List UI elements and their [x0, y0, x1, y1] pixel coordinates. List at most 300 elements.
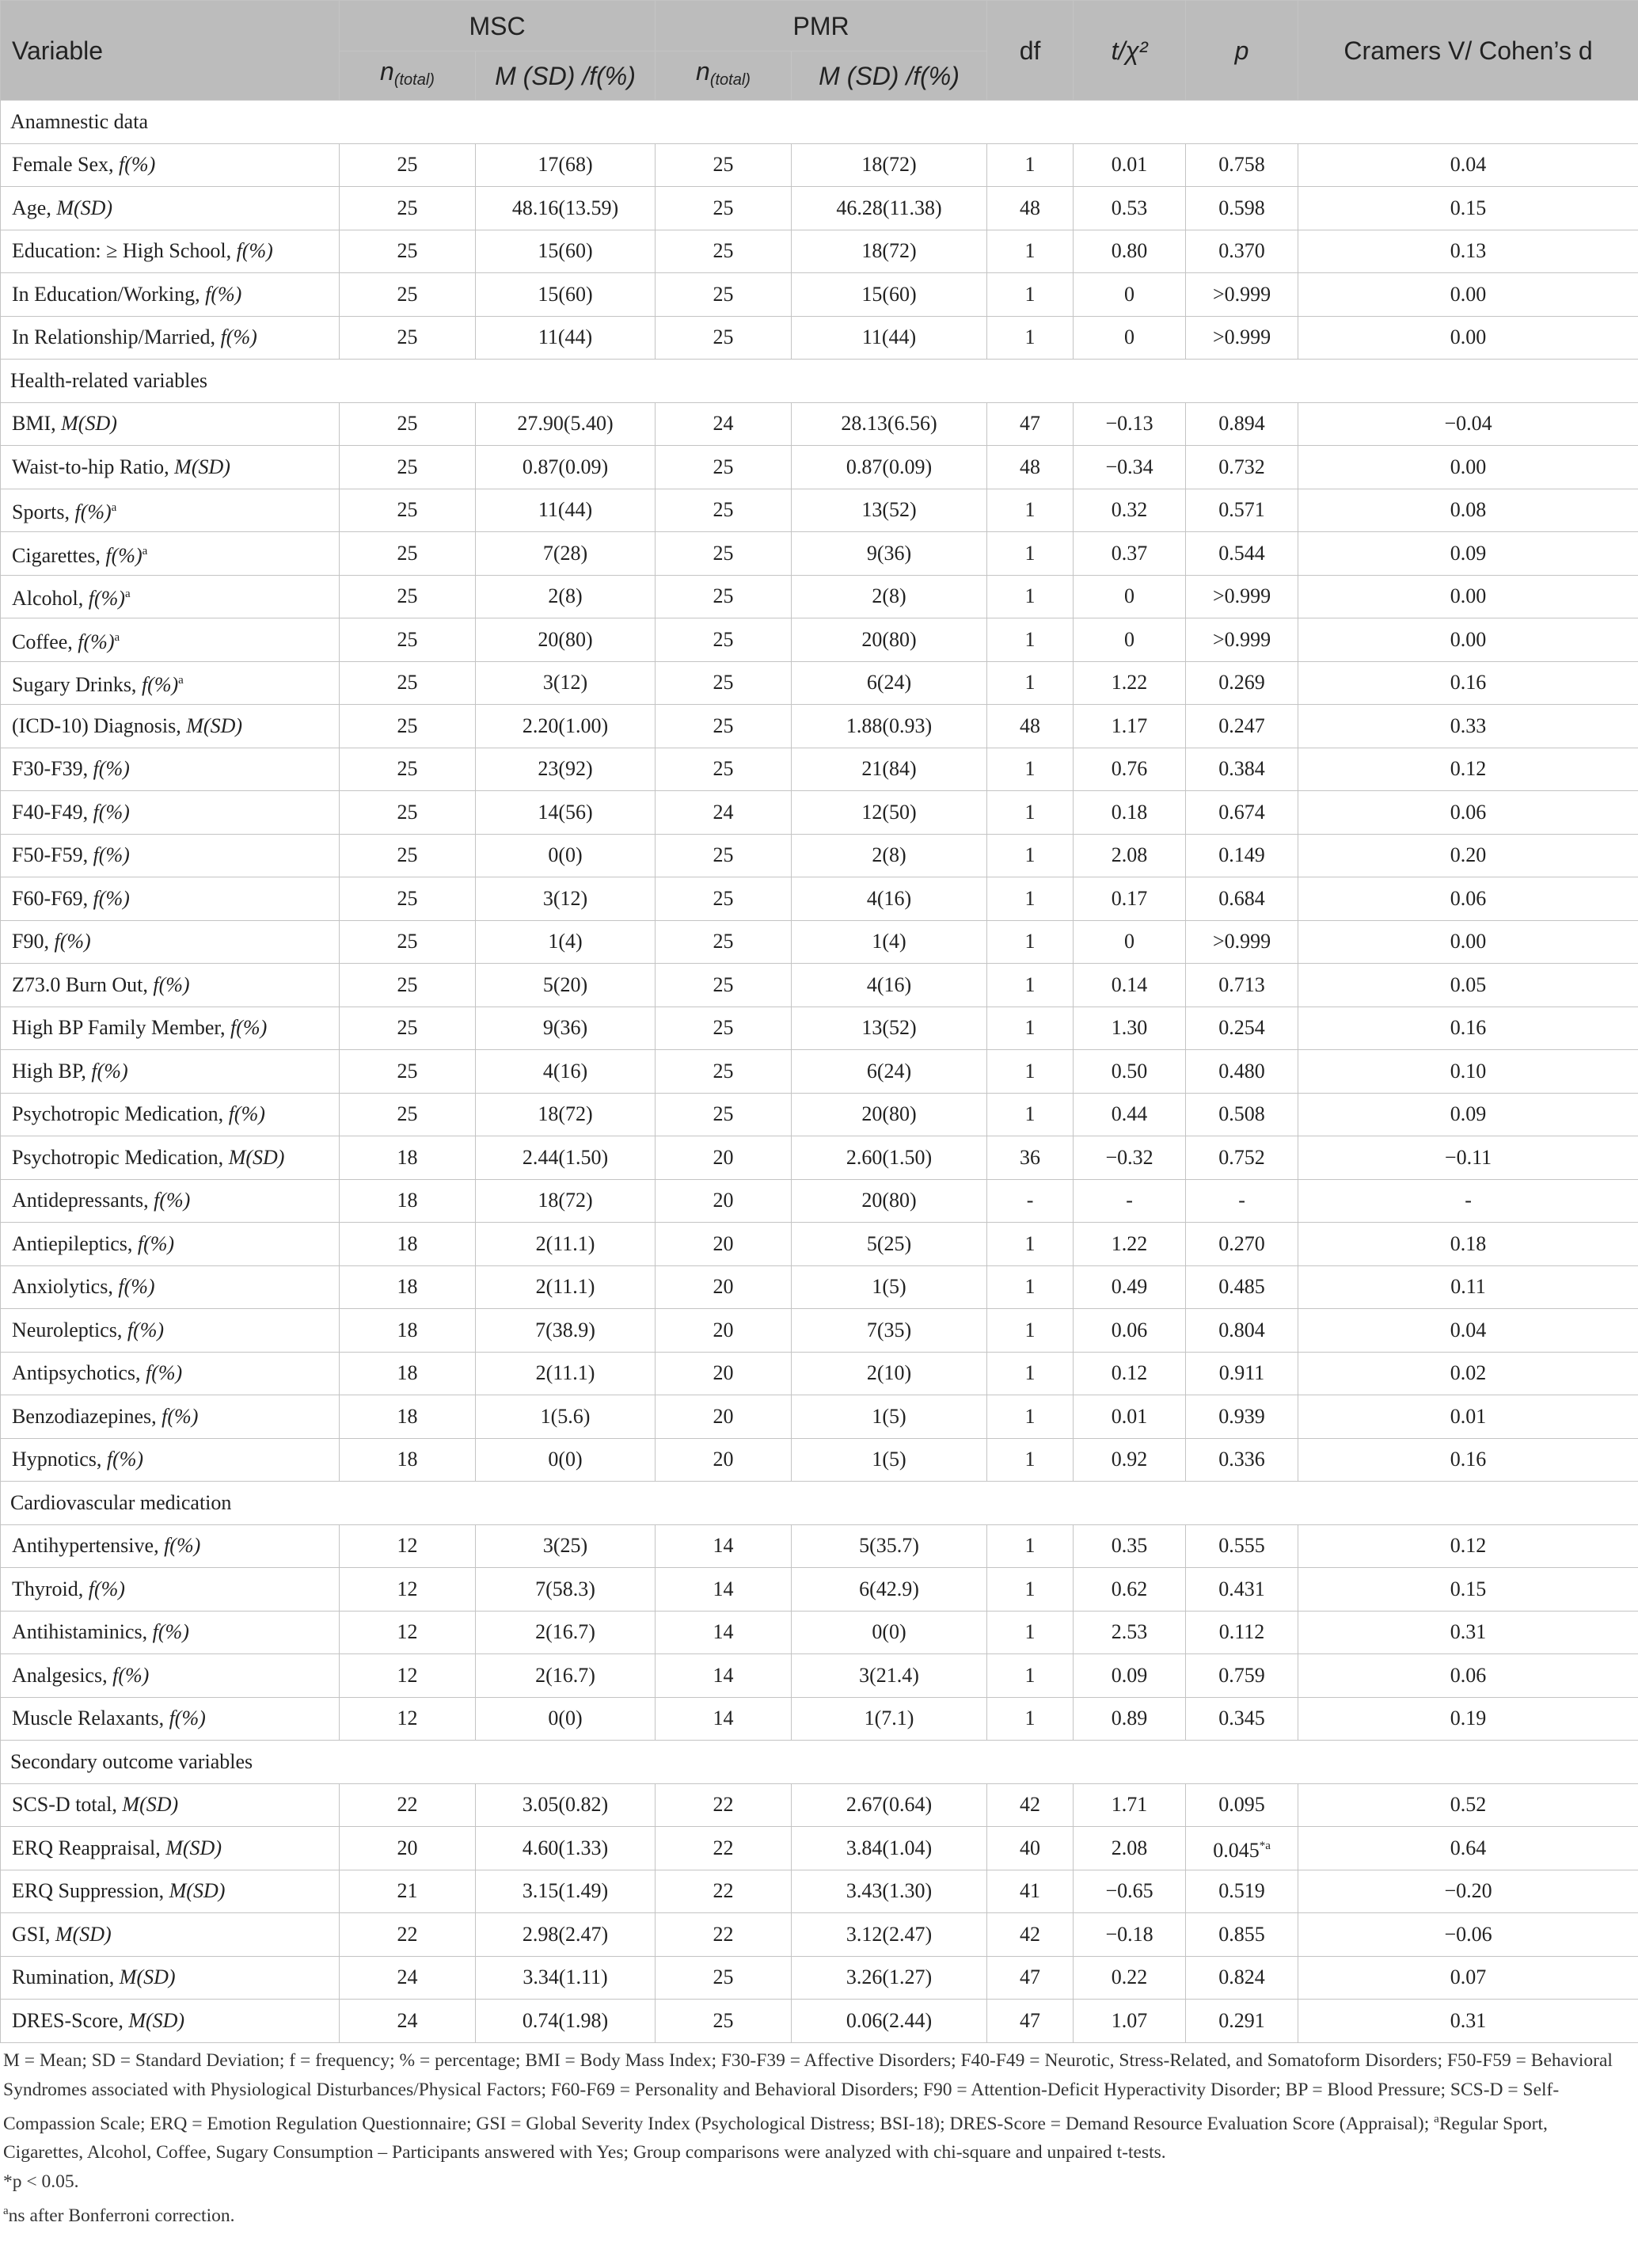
- variable-cell: Hypnotics, f(%): [1, 1438, 340, 1482]
- msc-n-cell: 25: [340, 964, 476, 1007]
- p-cell: 0.370: [1186, 230, 1298, 273]
- msc-value-cell: 9(36): [476, 1007, 656, 1050]
- msc-n-cell: 25: [340, 489, 476, 532]
- effect-size-cell: 0.06: [1298, 877, 1638, 921]
- table-row: [1, 618, 1638, 662]
- effect-size-cell: 0.52: [1298, 1783, 1638, 1827]
- t-cell: 1.22: [1074, 661, 1186, 705]
- variable-cell: Psychotropic Medication, M(SD): [1, 1136, 340, 1180]
- effect-size-cell: 0.31: [1298, 1611, 1638, 1654]
- variable-cell: Antihypertensive, f(%): [1, 1524, 340, 1568]
- pmr-n-cell: 25: [656, 230, 792, 273]
- table-header: [1, 1, 1638, 101]
- msc-value-cell: 2.20(1.00): [476, 705, 656, 748]
- df-cell: 1: [987, 1654, 1074, 1698]
- table-row: [1, 1827, 1638, 1870]
- df-cell: 1: [987, 1309, 1074, 1353]
- msc-value-cell: 0(0): [476, 1438, 656, 1482]
- effect-size-cell: 0.31: [1298, 2000, 1638, 2043]
- p-cell: 0.291: [1186, 2000, 1298, 2043]
- variable-cell: Antipsychotics, f(%): [1, 1352, 340, 1395]
- msc-value-cell: 2(11.1): [476, 1352, 656, 1395]
- t-cell: 0.37: [1074, 532, 1186, 576]
- msc-value-cell: 1(5.6): [476, 1395, 656, 1439]
- variable-cell: Cigarettes, f(%)$^a$: [1, 532, 340, 576]
- table-row: [1, 1265, 1638, 1309]
- effect-size-cell: 0.00: [1298, 316, 1638, 360]
- effect-size-cell: 0.04: [1298, 1309, 1638, 1353]
- table-row: [1, 1611, 1638, 1654]
- msc-value-cell: 11(44): [476, 316, 656, 360]
- msc-value-cell: 3.15(1.49): [476, 1870, 656, 1913]
- significance-note: *p < 0.05.: [3, 2171, 79, 2193]
- msc-n-cell: 12: [340, 1654, 476, 1698]
- p-cell: 0.855: [1186, 1913, 1298, 1957]
- msc-n-cell: 24: [340, 1956, 476, 2000]
- p-cell: 0.804: [1186, 1309, 1298, 1353]
- msc-value-cell: 4.60(1.33): [476, 1827, 656, 1870]
- t-cell: 0: [1074, 920, 1186, 964]
- variable-cell: Age, M(SD): [1, 187, 340, 230]
- df-cell: 1: [987, 834, 1074, 877]
- effect-size-cell: 0.02: [1298, 1352, 1638, 1395]
- pmr-n-cell: 20: [656, 1179, 792, 1223]
- header-pmr-m-sd: M (SD) /f(%): [792, 51, 987, 101]
- t-cell: −0.18: [1074, 1913, 1186, 1957]
- df-cell: 1: [987, 143, 1074, 187]
- t-cell: 0.22: [1074, 1956, 1186, 2000]
- pmr-n-cell: 24: [656, 791, 792, 835]
- p-cell: 0.713: [1186, 964, 1298, 1007]
- msc-value-cell: 17(68): [476, 143, 656, 187]
- msc-n-cell: 18: [340, 1438, 476, 1482]
- variable-cell: Antihistaminics, f(%): [1, 1611, 340, 1654]
- effect-size-cell: 0.15: [1298, 1568, 1638, 1612]
- section-row: [1, 360, 1638, 403]
- p-cell: 0.555: [1186, 1524, 1298, 1568]
- effect-size-cell: 0.09: [1298, 1093, 1638, 1136]
- table-row: [1, 1568, 1638, 1612]
- p-cell: 0.045$^{*a}$: [1186, 1827, 1298, 1870]
- msc-n-cell: 25: [340, 273, 476, 317]
- t-cell: −0.34: [1074, 446, 1186, 489]
- t-cell: 0: [1074, 273, 1186, 317]
- table-row: [1, 1223, 1638, 1266]
- msc-n-cell: 25: [340, 230, 476, 273]
- msc-value-cell: 2(11.1): [476, 1265, 656, 1309]
- msc-value-cell: 2(11.1): [476, 1223, 656, 1266]
- variable-cell: SCS-D total, M(SD): [1, 1783, 340, 1827]
- pmr-value-cell: 1(5): [792, 1438, 987, 1482]
- pmr-n-cell: 25: [656, 834, 792, 877]
- table-row: [1, 316, 1638, 360]
- pmr-value-cell: 1(5): [792, 1395, 987, 1439]
- msc-value-cell: 15(60): [476, 230, 656, 273]
- table-row: [1, 1395, 1638, 1439]
- msc-n-cell: 25: [340, 661, 476, 705]
- p-cell: 0.431: [1186, 1568, 1298, 1612]
- effect-size-cell: −0.11: [1298, 1136, 1638, 1180]
- t-cell: 0.53: [1074, 187, 1186, 230]
- table-row: [1, 920, 1638, 964]
- msc-value-cell: 3(12): [476, 877, 656, 921]
- msc-n-cell: 22: [340, 1783, 476, 1827]
- pmr-n-cell: 14: [656, 1654, 792, 1698]
- effect-size-cell: 0.16: [1298, 661, 1638, 705]
- msc-value-cell: 3.05(0.82): [476, 1783, 656, 1827]
- p-cell: 0.508: [1186, 1093, 1298, 1136]
- t-cell: 1.22: [1074, 1223, 1186, 1266]
- msc-n-cell: 25: [340, 446, 476, 489]
- pmr-n-cell: 25: [656, 661, 792, 705]
- t-cell: 0.49: [1074, 1265, 1186, 1309]
- table-row: [1, 748, 1638, 791]
- msc-n-cell: 18: [340, 1352, 476, 1395]
- msc-n-cell: 25: [340, 834, 476, 877]
- pmr-n-cell: 20: [656, 1136, 792, 1180]
- table-row: [1, 964, 1638, 1007]
- p-cell: 0.336: [1186, 1438, 1298, 1482]
- table-row: [1, 1654, 1638, 1698]
- p-cell: 0.095: [1186, 1783, 1298, 1827]
- t-cell: 0.12: [1074, 1352, 1186, 1395]
- variable-cell: In Education/Working, f(%): [1, 273, 340, 317]
- pmr-n-cell: 25: [656, 446, 792, 489]
- table-row: [1, 532, 1638, 576]
- df-cell: 47: [987, 1956, 1074, 2000]
- msc-n-cell: 25: [340, 1007, 476, 1050]
- msc-n-cell: 18: [340, 1179, 476, 1223]
- p-cell: 0.598: [1186, 187, 1298, 230]
- table-row: [1, 1179, 1638, 1223]
- effect-size-cell: 0.06: [1298, 1654, 1638, 1698]
- pmr-value-cell: 11(44): [792, 316, 987, 360]
- p-cell: >0.999: [1186, 920, 1298, 964]
- t-cell: 0.18: [1074, 791, 1186, 835]
- pmr-n-cell: 20: [656, 1223, 792, 1266]
- pmr-n-cell: 20: [656, 1395, 792, 1439]
- t-cell: 0: [1074, 575, 1186, 618]
- table-row: [1, 1093, 1638, 1136]
- effect-size-cell: −0.20: [1298, 1870, 1638, 1913]
- df-cell: 1: [987, 618, 1074, 662]
- pmr-value-cell: 1(5): [792, 1265, 987, 1309]
- msc-value-cell: 18(72): [476, 1179, 656, 1223]
- msc-value-cell: 2.44(1.50): [476, 1136, 656, 1180]
- p-cell: 0.247: [1186, 705, 1298, 748]
- table-row: [1, 1050, 1638, 1094]
- msc-n-cell: 21: [340, 1870, 476, 1913]
- t-cell: 0.76: [1074, 748, 1186, 791]
- variable-cell: High BP, f(%): [1, 1050, 340, 1094]
- pmr-n-cell: 20: [656, 1352, 792, 1395]
- t-cell: −0.32: [1074, 1136, 1186, 1180]
- table-row: [1, 661, 1638, 705]
- variable-cell: In Relationship/Married, f(%): [1, 316, 340, 360]
- pmr-n-cell: 22: [656, 1827, 792, 1870]
- variable-cell: F90, f(%): [1, 920, 340, 964]
- msc-n-cell: 22: [340, 1913, 476, 1957]
- header-t-chi: t/χ²: [1074, 1, 1186, 101]
- table-row: [1, 446, 1638, 489]
- effect-size-cell: −0.04: [1298, 402, 1638, 446]
- msc-n-cell: 24: [340, 2000, 476, 2043]
- t-cell: 0.92: [1074, 1438, 1186, 1482]
- msc-n-cell: 18: [340, 1309, 476, 1353]
- df-cell: 1: [987, 1524, 1074, 1568]
- pmr-n-cell: 20: [656, 1265, 792, 1309]
- msc-value-cell: 23(92): [476, 748, 656, 791]
- pmr-n-cell: 20: [656, 1309, 792, 1353]
- table-row: [1, 230, 1638, 273]
- pmr-value-cell: 1(4): [792, 920, 987, 964]
- table-row: [1, 489, 1638, 532]
- df-cell: 1: [987, 1438, 1074, 1482]
- variable-cell: F60-F69, f(%): [1, 877, 340, 921]
- table-row: [1, 834, 1638, 877]
- effect-size-cell: 0.00: [1298, 618, 1638, 662]
- pmr-n-cell: 25: [656, 187, 792, 230]
- variable-cell: ERQ Reappraisal, M(SD): [1, 1827, 340, 1870]
- pmr-value-cell: 2(10): [792, 1352, 987, 1395]
- df-cell: 1: [987, 1007, 1074, 1050]
- variable-cell: Waist-to-hip Ratio, M(SD): [1, 446, 340, 489]
- effect-size-cell: 0.18: [1298, 1223, 1638, 1266]
- msc-value-cell: 20(80): [476, 618, 656, 662]
- df-cell: 1: [987, 748, 1074, 791]
- section-row: [1, 1741, 1638, 1784]
- pmr-value-cell: 0(0): [792, 1611, 987, 1654]
- pmr-n-cell: 25: [656, 1050, 792, 1094]
- df-cell: 1: [987, 791, 1074, 835]
- p-cell: 0.939: [1186, 1395, 1298, 1439]
- table-row: [1, 1870, 1638, 1913]
- msc-n-cell: 25: [340, 877, 476, 921]
- pmr-n-cell: 25: [656, 705, 792, 748]
- effect-size-cell: 0.00: [1298, 575, 1638, 618]
- table-row: [1, 705, 1638, 748]
- effect-size-cell: −0.06: [1298, 1913, 1638, 1957]
- df-cell: 1: [987, 316, 1074, 360]
- msc-n-cell: 25: [340, 1093, 476, 1136]
- pmr-value-cell: 7(35): [792, 1309, 987, 1353]
- pmr-value-cell: 15(60): [792, 273, 987, 317]
- df-cell: 1: [987, 877, 1074, 921]
- t-cell: 1.30: [1074, 1007, 1186, 1050]
- msc-value-cell: 27.90(5.40): [476, 402, 656, 446]
- header-msc: MSC: [340, 1, 656, 51]
- header-msc-m-sd: M (SD) /f(%): [476, 51, 656, 101]
- effect-size-cell: 0.12: [1298, 748, 1638, 791]
- pmr-value-cell: 1(7.1): [792, 1697, 987, 1741]
- pmr-n-cell: 25: [656, 273, 792, 317]
- pmr-value-cell: 3.43(1.30): [792, 1870, 987, 1913]
- msc-value-cell: 2.98(2.47): [476, 1913, 656, 1957]
- section-row: [1, 101, 1638, 144]
- pmr-n-cell: 14: [656, 1611, 792, 1654]
- variable-cell: Neuroleptics, f(%): [1, 1309, 340, 1353]
- table-row: [1, 1438, 1638, 1482]
- msc-n-cell: 20: [340, 1827, 476, 1870]
- table-row: [1, 877, 1638, 921]
- t-cell: 2.53: [1074, 1611, 1186, 1654]
- pmr-n-cell: 22: [656, 1913, 792, 1957]
- pmr-value-cell: 20(80): [792, 1179, 987, 1223]
- msc-n-cell: 25: [340, 575, 476, 618]
- msc-value-cell: 0.87(0.09): [476, 446, 656, 489]
- df-cell: 48: [987, 446, 1074, 489]
- msc-value-cell: 2(8): [476, 575, 656, 618]
- msc-value-cell: 14(56): [476, 791, 656, 835]
- msc-value-cell: 3(12): [476, 661, 656, 705]
- msc-n-cell: 18: [340, 1395, 476, 1439]
- pmr-value-cell: 2(8): [792, 834, 987, 877]
- variable-cell: Sugary Drinks, f(%)$^a$: [1, 661, 340, 705]
- pmr-n-cell: 25: [656, 1007, 792, 1050]
- pmr-n-cell: 25: [656, 489, 792, 532]
- variable-cell: F50-F59, f(%): [1, 834, 340, 877]
- header-pmr: PMR: [656, 1, 987, 51]
- variable-cell: High BP Family Member, f(%): [1, 1007, 340, 1050]
- t-cell: 0.09: [1074, 1654, 1186, 1698]
- pmr-value-cell: 46.28(11.38): [792, 187, 987, 230]
- header-effect-size: Cramers V/ Cohen’s d: [1298, 1, 1638, 101]
- pmr-n-cell: 25: [656, 1093, 792, 1136]
- msc-value-cell: 7(28): [476, 532, 656, 576]
- effect-size-cell: 0.05: [1298, 964, 1638, 1007]
- p-cell: 0.519: [1186, 1870, 1298, 1913]
- pmr-n-cell: 25: [656, 575, 792, 618]
- table-row: [1, 1007, 1638, 1050]
- header-p: p: [1186, 1, 1298, 101]
- p-cell: 0.269: [1186, 661, 1298, 705]
- msc-value-cell: 0(0): [476, 1697, 656, 1741]
- variable-cell: ERQ Suppression, M(SD): [1, 1870, 340, 1913]
- df-cell: -: [987, 1179, 1074, 1223]
- df-cell: 1: [987, 1265, 1074, 1309]
- msc-value-cell: 7(58.3): [476, 1568, 656, 1612]
- pmr-value-cell: 18(72): [792, 230, 987, 273]
- df-cell: 1: [987, 1093, 1074, 1136]
- variable-cell: Antiepileptics, f(%): [1, 1223, 340, 1266]
- abbreviations-note: M = Mean; SD = Standard Deviation; f = frequency; % = percentage; BMI = Body Mass Index; F30-F39 = Affective Disorders; F40-F49 = Neurotic, Stress-Related, and Somatoform Disorders; F50-F59 = Behavioral Syndromes associated with Physiological Disturbances/Physical Factors; F60-F69 = Personality and Behavioral Disorders; F90 = Attention-Deficit Hyperactivity Disorder; BP = Blood Pressure; SCS-D = Self-Compassion Scale; ERQ = Emotion Regulation Questionnaire; GSI = Global Severity Index (Psychological Distress; BSI-18); DRES-Score = Demand Resource Evaluation Score (Appraisal); $^a$Regular Sport, Cigarettes, Alcohol, Coffee, Sugary Consumption – Participants answered with Yes; Group comparisons were analyzed with chi-square and unpaired t-tests.: [3, 2049, 1613, 2163]
- pmr-value-cell: 18(72): [792, 143, 987, 187]
- msc-n-cell: 18: [340, 1265, 476, 1309]
- msc-value-cell: 2(16.7): [476, 1654, 656, 1698]
- df-cell: 1: [987, 964, 1074, 1007]
- t-cell: 1.07: [1074, 2000, 1186, 2043]
- pmr-value-cell: 6(24): [792, 661, 987, 705]
- pmr-value-cell: 9(36): [792, 532, 987, 576]
- pmr-value-cell: 0.87(0.09): [792, 446, 987, 489]
- variable-cell: Female Sex, f(%): [1, 143, 340, 187]
- section-label: Health-related variables: [1, 360, 1638, 403]
- effect-size-cell: 0.33: [1298, 705, 1638, 748]
- effect-size-cell: 0.16: [1298, 1007, 1638, 1050]
- df-cell: 1: [987, 575, 1074, 618]
- df-cell: 1: [987, 1352, 1074, 1395]
- pmr-n-cell: 22: [656, 1870, 792, 1913]
- msc-value-cell: 7(38.9): [476, 1309, 656, 1353]
- t-cell: 0: [1074, 618, 1186, 662]
- df-cell: 41: [987, 1870, 1074, 1913]
- df-cell: 1: [987, 1050, 1074, 1094]
- table-row: [1, 791, 1638, 835]
- variable-cell: Sports, f(%)$^a$: [1, 489, 340, 532]
- pmr-n-cell: 24: [656, 402, 792, 446]
- effect-size-cell: 0.08: [1298, 489, 1638, 532]
- msc-n-cell: 25: [340, 316, 476, 360]
- pmr-value-cell: 3(21.4): [792, 1654, 987, 1698]
- msc-n-cell: 25: [340, 187, 476, 230]
- msc-value-cell: 0(0): [476, 834, 656, 877]
- p-cell: 0.674: [1186, 791, 1298, 835]
- effect-size-cell: 0.07: [1298, 1956, 1638, 2000]
- pmr-n-cell: 25: [656, 143, 792, 187]
- variable-cell: Rumination, M(SD): [1, 1956, 340, 2000]
- effect-size-cell: 0.09: [1298, 532, 1638, 576]
- header-variable: Variable: [1, 1, 340, 101]
- variable-cell: Thyroid, f(%): [1, 1568, 340, 1612]
- t-cell: 0.44: [1074, 1093, 1186, 1136]
- msc-value-cell: 2(16.7): [476, 1611, 656, 1654]
- p-cell: >0.999: [1186, 575, 1298, 618]
- pmr-n-cell: 25: [656, 316, 792, 360]
- table-row: [1, 1913, 1638, 1957]
- df-cell: 48: [987, 705, 1074, 748]
- variable-cell: Z73.0 Burn Out, f(%): [1, 964, 340, 1007]
- table-row: [1, 575, 1638, 618]
- pmr-n-cell: 25: [656, 877, 792, 921]
- msc-value-cell: 0.74(1.98): [476, 2000, 656, 2043]
- variable-cell: DRES-Score, M(SD): [1, 2000, 340, 2043]
- p-cell: 0.571: [1186, 489, 1298, 532]
- msc-value-cell: 3.34(1.11): [476, 1956, 656, 2000]
- pmr-value-cell: 5(35.7): [792, 1524, 987, 1568]
- variable-cell: Analgesics, f(%): [1, 1654, 340, 1698]
- effect-size-cell: 0.06: [1298, 791, 1638, 835]
- p-cell: 0.824: [1186, 1956, 1298, 2000]
- df-cell: 47: [987, 402, 1074, 446]
- effect-size-cell: 0.16: [1298, 1438, 1638, 1482]
- section-label: Anamnestic data: [1, 101, 1638, 144]
- df-cell: 1: [987, 230, 1074, 273]
- t-cell: 0.35: [1074, 1524, 1186, 1568]
- msc-value-cell: 3(25): [476, 1524, 656, 1568]
- t-cell: 1.17: [1074, 705, 1186, 748]
- t-cell: 2.08: [1074, 834, 1186, 877]
- effect-size-cell: 0.15: [1298, 187, 1638, 230]
- variable-cell: (ICD-10) Diagnosis, M(SD): [1, 705, 340, 748]
- df-cell: 1: [987, 1223, 1074, 1266]
- header-df: df: [987, 1, 1074, 101]
- msc-value-cell: 11(44): [476, 489, 656, 532]
- effect-size-cell: 0.19: [1298, 1697, 1638, 1741]
- effect-size-cell: 0.01: [1298, 1395, 1638, 1439]
- p-cell: >0.999: [1186, 273, 1298, 317]
- p-cell: >0.999: [1186, 316, 1298, 360]
- t-cell: 0.01: [1074, 1395, 1186, 1439]
- msc-n-cell: 18: [340, 1223, 476, 1266]
- pmr-value-cell: 6(42.9): [792, 1568, 987, 1612]
- p-cell: 0.732: [1186, 446, 1298, 489]
- variable-cell: Alcohol, f(%)$^a$: [1, 575, 340, 618]
- header-msc-n: $n_{(total)}$: [340, 51, 476, 101]
- effect-size-cell: 0.00: [1298, 920, 1638, 964]
- pmr-value-cell: 13(52): [792, 489, 987, 532]
- table-notes: [0, 2043, 1638, 2232]
- msc-n-cell: 25: [340, 618, 476, 662]
